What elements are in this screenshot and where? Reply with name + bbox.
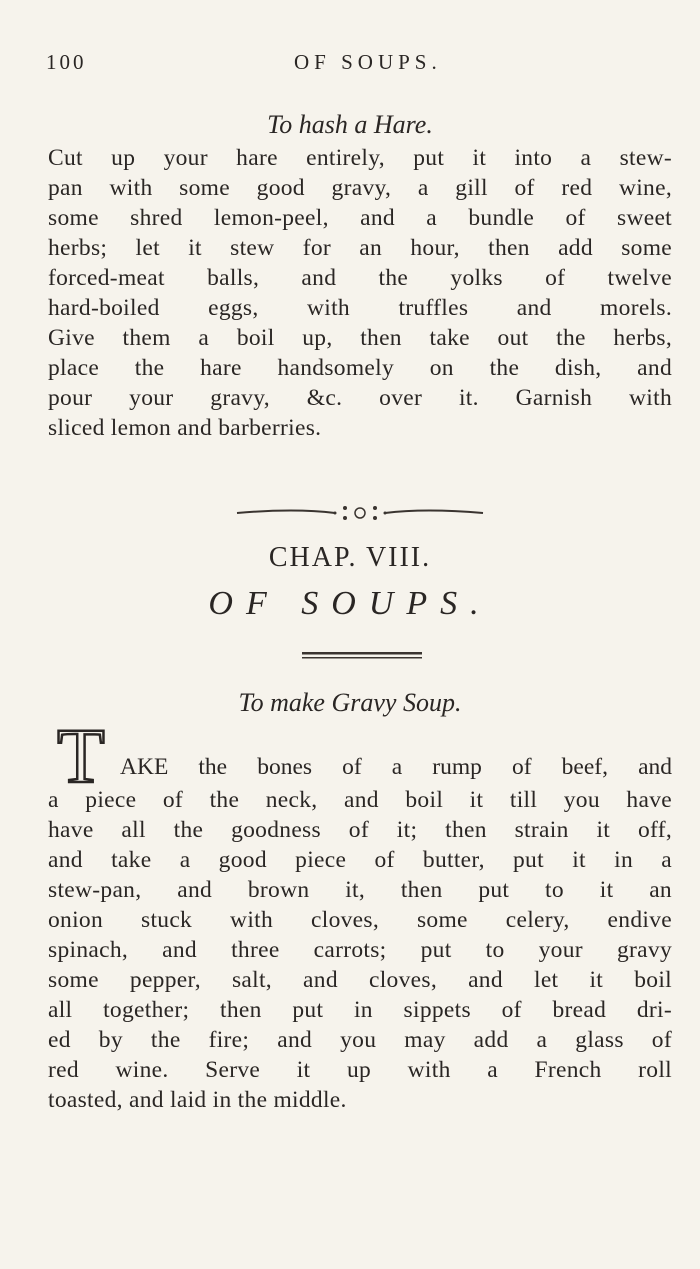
recipe-title-gravy-soup: To make Gravy Soup. <box>238 688 462 717</box>
text-line: some pepper, salt, and cloves, and let it boil <box>48 967 672 993</box>
text-line: have all the goodness of it; then strain it off, <box>48 817 672 843</box>
text-line: a piece of the neck, and boil it till you have <box>48 787 672 813</box>
running-head: OF SOUPS. <box>294 50 442 74</box>
text-line: stew-pan, and brown it, then put to it an <box>48 877 672 903</box>
text-line: place the hare handsomely on the dish, and <box>48 355 672 381</box>
recipe-body-gravy-soup <box>48 785 672 1115</box>
text-line: herbs; let it stew for an hour, then add some <box>48 235 672 261</box>
text-line: red wine. Serve it up with a French roll <box>48 1057 672 1083</box>
text-line: and take a good piece of butter, put it in a <box>48 847 672 873</box>
text-line: Cut up your hare entirely, put it into a stew- <box>48 145 672 171</box>
recipe-first-line: AKE the bones of a rump of beef, and <box>120 754 672 780</box>
text-line: onion stuck with cloves, some celery, endive <box>48 907 672 933</box>
text-line: pan with some good gravy, a gill of red wine, <box>48 175 672 201</box>
double-rule <box>302 651 422 661</box>
text-line: spinach, and three carrots; put to your gravy <box>48 937 672 963</box>
page-number: 100 <box>46 50 87 74</box>
recipe-body-hash-hare <box>48 143 672 443</box>
text-line: all together; then put in sippets of bread dri- <box>48 997 672 1023</box>
text-line: ed by the fire; and you may add a glass of <box>48 1027 672 1053</box>
ornament-divider <box>235 498 485 528</box>
text-line: toasted, and laid in the middle. <box>48 1087 347 1113</box>
text-line: forced-meat balls, and the yolks of twelve <box>48 265 672 291</box>
recipe-title-hash-hare: To hash a Hare. <box>267 110 433 139</box>
chapter-number: CHAP. VIII. <box>268 542 432 573</box>
text-line: some shred lemon-peel, and a bundle of sweet <box>48 205 672 231</box>
text-line: pour your gravy, &c. over it. Garnish with <box>48 385 672 411</box>
text-line: hard-boiled eggs, with truffles and morels. <box>48 295 672 321</box>
drop-cap-letter <box>48 718 114 788</box>
page-header <box>46 50 666 84</box>
chapter-title: OF SOUPS. <box>208 585 492 622</box>
text-line: Give them a boil up, then take out the herbs, <box>48 325 672 351</box>
drop-cap-glyph: T <box>57 718 105 788</box>
text-line: sliced lemon and barberries. <box>48 415 322 441</box>
